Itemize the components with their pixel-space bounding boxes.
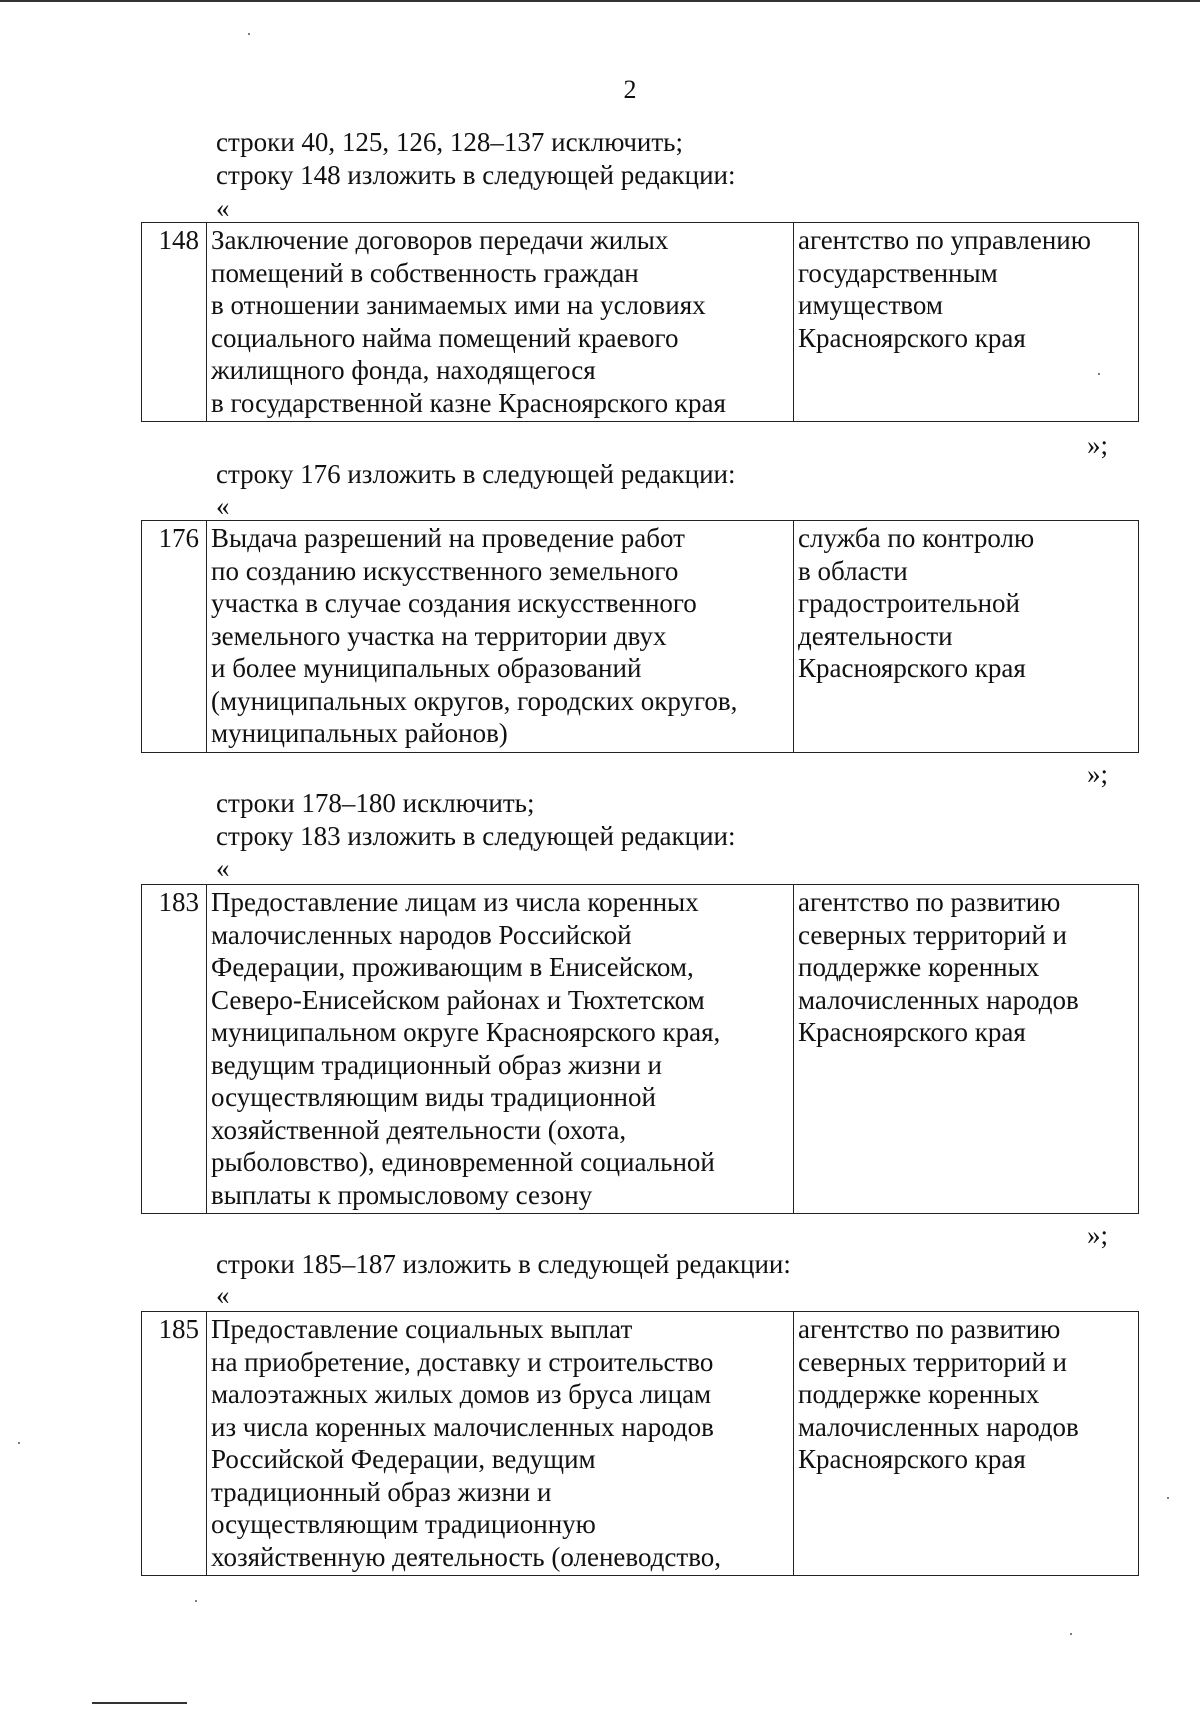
- amendment-line: строки 40, 125, 126, 128–137 исключить;: [216, 127, 683, 157]
- amendment-line: строку 148 изложить в следующей редакции:: [216, 160, 736, 190]
- row-description: Заключение договоров передачи жилых помещений в собственность граждан в отношении занимаемых ими на условиях социального найма помещений краевого жилищного фонда, находящегося в государственной казне Красноярского края: [207, 223, 794, 422]
- amendment-table: [141, 884, 1139, 1214]
- amendment-line: строки 178–180 исключить;: [216, 788, 535, 818]
- open-quote: «: [216, 853, 230, 883]
- close-quote: »;: [1087, 1220, 1109, 1250]
- table-row: [142, 223, 1139, 422]
- row-agency: агентство по развитию северных территорий и поддержке коренных малочисленных народов Красноярского края: [794, 885, 1139, 1214]
- close-quote: »;: [1087, 430, 1109, 460]
- row-number: 176: [142, 521, 207, 753]
- scan-speck: [18, 1442, 20, 1444]
- amendment-table: [141, 222, 1139, 422]
- table-row: [142, 1312, 1139, 1576]
- row-agency: агентство по развитию северных территорий и поддержке коренных малочисленных народов Красноярского края: [794, 1312, 1139, 1576]
- row-description: Предоставление лицам из числа коренных малочисленных народов Российской Федерации, проживающим в Енисейском, Северо-Енисейском районах и Тюхтетском муниципальном округе Красноярского края, ведущим традиционный образ жизни и осуществляющим виды традиционной хозяйственной деятельности (охота, рыболовство), единовременной социальной выплаты к промысловому сезону: [207, 885, 794, 1214]
- top-scan-border: [0, 0, 1200, 2]
- scan-speck: [195, 1600, 197, 1602]
- table-row: [142, 885, 1139, 1214]
- row-agency: агентство по управлению государственным имуществом Красноярского края: [794, 223, 1139, 422]
- row-description: Выдача разрешений на проведение работ по созданию искусственного земельного участка в случае создания искусственного земельного участка на территории двух и более муниципальных образований (муниципальных округов, городских округов, муниципальных районов): [207, 521, 794, 753]
- table-row: [142, 521, 1139, 753]
- row-description: Предоставление социальных выплат на приобретение, доставку и строительство малоэтажных жилых домов из бруса лицам из числа коренных малочисленных народов Российской Федерации, ведущим традиционный образ жизни и осуществляющим традиционную хозяйственную деятельность (оленеводство,: [207, 1312, 794, 1576]
- open-quote: «: [216, 193, 230, 223]
- open-quote: «: [216, 491, 230, 521]
- scan-speck: [248, 33, 250, 35]
- scan-speck: [1167, 1497, 1169, 1499]
- open-quote: «: [216, 1280, 230, 1310]
- row-agency: служба по контролю в области градостроительной деятельности Красноярского края: [794, 521, 1139, 753]
- amendment-line: строки 185–187 изложить в следующей редакции:: [216, 1249, 791, 1279]
- amendment-table: [141, 1311, 1139, 1576]
- close-quote: »;: [1087, 759, 1109, 789]
- page-number: 2: [623, 75, 637, 104]
- amendment-text: [216, 787, 736, 853]
- amendment-line: строку 183 изложить в следующей редакции:: [216, 821, 736, 851]
- scan-speck: [1070, 1633, 1072, 1635]
- row-number: 185: [142, 1312, 207, 1576]
- amendment-line: строку 176 изложить в следующей редакции:: [216, 459, 736, 489]
- amendment-text: [216, 1248, 791, 1281]
- amendment-table: [141, 520, 1139, 753]
- bottom-scan-mark: [92, 1702, 187, 1704]
- amendment-text: [216, 458, 736, 491]
- amendment-text: [216, 126, 736, 192]
- row-number: 183: [142, 885, 207, 1214]
- row-number: 148: [142, 223, 207, 422]
